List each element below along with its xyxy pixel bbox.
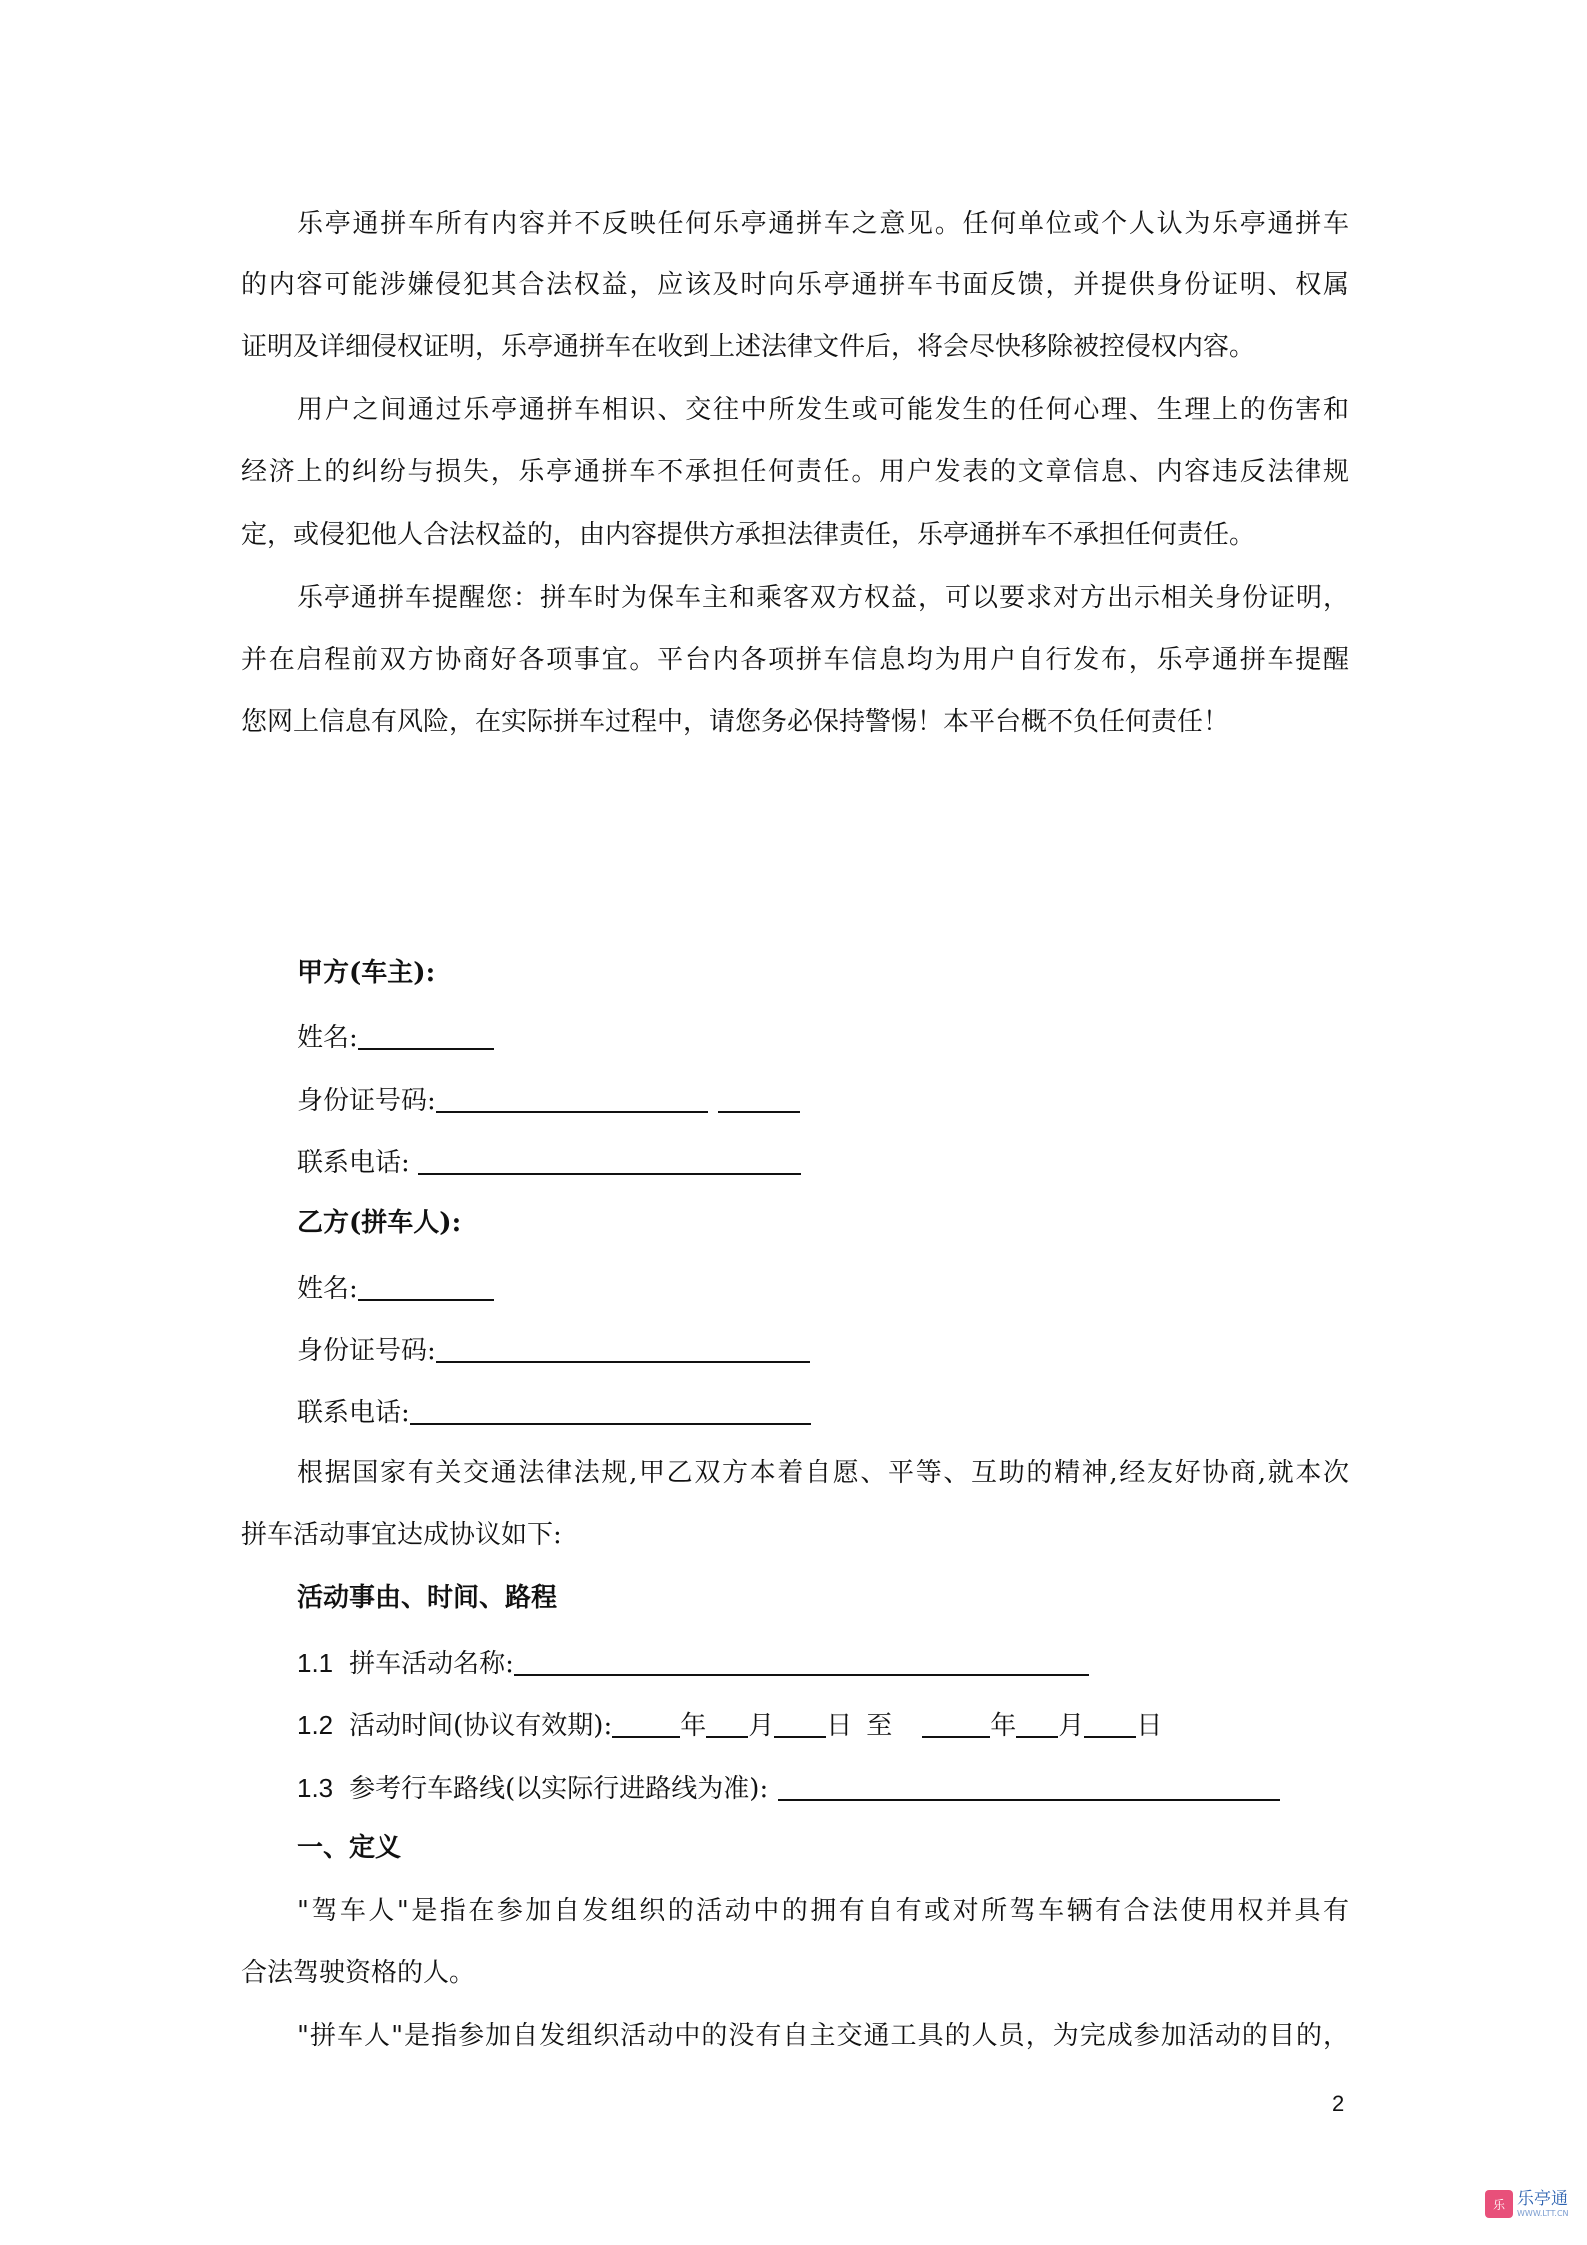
- definition-passenger-line1: "拼车人"是指参加自发组织活动中的没有自主交通工具的人员，为完成参加活动的目的，: [297, 2021, 1349, 2051]
- start-month-field[interactable]: [706, 1710, 748, 1738]
- activity-item-1-label: 拼车活动名称:: [349, 1649, 514, 1679]
- party-a-phone-label: 联系电话:: [297, 1148, 410, 1178]
- disclaimer-p1-line2: 的内容可能涉嫌侵犯其合法权益，应该及时向乐亭通拼车书面反馈，并提供身份证明、权属: [241, 270, 1349, 300]
- party-a-name-row: [297, 1022, 494, 1051]
- to-label: 至: [866, 1711, 893, 1741]
- end-day-field[interactable]: [1084, 1710, 1136, 1738]
- disclaimer-p3-line1: 乐亭通拼车提醒您：拼车时为保车主和乘客双方权益，可以要求对方出示相关身份证明，: [297, 583, 1349, 613]
- definition-driver-line1: "驾车人"是指在参加自发组织的活动中的拥有自有或对所驾车辆有合法使用权并具有: [297, 1896, 1349, 1926]
- party-b-phone-row: [297, 1397, 811, 1426]
- disclaimer-p3-line2: 并在启程前双方协商好各项事宜。平台内各项拼车信息均为用户自行发布，乐亭通拼车提醒: [241, 645, 1349, 675]
- activity-item-3: [297, 1773, 1280, 1802]
- party-b-id-label: 身份证号码:: [297, 1336, 436, 1366]
- month-label-2: 月: [1058, 1711, 1085, 1741]
- party-a-id-label: 身份证号码:: [297, 1086, 436, 1116]
- party-b-id-row: [297, 1335, 810, 1364]
- disclaimer-p1-line3: 证明及详细侵权证明，乐亭通拼车在收到上述法律文件后，将会尽快移除被控侵权内容。: [241, 332, 1256, 362]
- end-month-field[interactable]: [1016, 1710, 1058, 1738]
- party-b-phone-field[interactable]: [410, 1397, 811, 1425]
- watermark-logo: [1485, 2190, 1569, 2218]
- preamble-line1: 根据国家有关交通法律法规,甲乙双方本着自愿、平等、互助的精神,经友好协商,就本次: [297, 1458, 1349, 1488]
- activity-heading: 活动事由、时间、路程: [297, 1583, 558, 1613]
- day-label-2: 日: [1136, 1711, 1163, 1741]
- party-a-name-label: 姓名:: [297, 1023, 358, 1053]
- party-a-name-field[interactable]: [358, 1022, 494, 1050]
- activity-item-1-number: 1.1: [297, 1648, 334, 1678]
- disclaimer-p2-line1: 用户之间通过乐亭通拼车相识、交往中所发生或可能发生的任何心理、生理上的伤害和: [297, 395, 1349, 425]
- party-b-name-label: 姓名:: [297, 1274, 358, 1304]
- definitions-heading: 一、定义: [297, 1833, 402, 1863]
- preamble-line2: 拼车活动事宜达成协议如下:: [241, 1520, 562, 1550]
- start-year-field[interactable]: [612, 1710, 680, 1738]
- party-b-phone-label: 联系电话:: [297, 1398, 410, 1428]
- page-number: 2: [1332, 2091, 1345, 2116]
- disclaimer-p2-line2: 经济上的纠纷与损失，乐亭通拼车不承担任何责任。用户发表的文章信息、内容违反法律规: [241, 457, 1349, 487]
- party-b-heading: 乙方(拼车人):: [297, 1208, 462, 1238]
- logo-subtitle: WWW.LTT.CN: [1517, 2208, 1569, 2218]
- party-b-name-row: [297, 1273, 494, 1302]
- party-a-heading: 甲方(车主):: [297, 958, 436, 988]
- party-b-name-field[interactable]: [358, 1273, 494, 1301]
- activity-item-2-label: 活动时间(协议有效期):: [349, 1711, 613, 1741]
- party-a-phone-row: [297, 1147, 801, 1176]
- activity-name-field[interactable]: [514, 1648, 1089, 1676]
- activity-item-2: [297, 1710, 1162, 1739]
- disclaimer-p1-line1: 乐亭通拼车所有内容并不反映任何乐亭通拼车之意见。任何单位或个人认为乐亭通拼车: [297, 209, 1349, 239]
- party-a-id-field-extra[interactable]: [718, 1085, 800, 1113]
- logo-name: 乐亭通: [1517, 2188, 1568, 2209]
- end-year-field[interactable]: [922, 1710, 990, 1738]
- party-a-id-row: [297, 1085, 800, 1114]
- start-day-field[interactable]: [774, 1710, 826, 1738]
- activity-item-3-label: 参考行车路线(以实际行进路线为准):: [349, 1774, 769, 1804]
- party-b-id-field[interactable]: [436, 1335, 810, 1363]
- disclaimer-p3-line3: 您网上信息有风险，在实际拼车过程中，请您务必保持警惕！本平台概不负任何责任！: [241, 707, 1230, 737]
- logo-icon: 乐: [1485, 2190, 1513, 2218]
- activity-item-1: [297, 1648, 1089, 1677]
- year-label: 年: [680, 1711, 707, 1741]
- route-field[interactable]: [778, 1773, 1280, 1801]
- party-a-id-field[interactable]: [436, 1085, 708, 1113]
- activity-item-3-number: 1.3: [297, 1773, 334, 1803]
- day-label: 日: [826, 1711, 853, 1741]
- party-a-phone-field[interactable]: [418, 1147, 801, 1175]
- disclaimer-p2-line3: 定，或侵犯他人合法权益的，由内容提供方承担法律责任，乐亭通拼车不承担任何责任。: [241, 520, 1256, 550]
- month-label: 月: [748, 1711, 775, 1741]
- activity-item-2-number: 1.2: [297, 1710, 334, 1740]
- definition-driver-line2: 合法驾驶资格的人。: [241, 1958, 476, 1988]
- year-label-2: 年: [990, 1711, 1017, 1741]
